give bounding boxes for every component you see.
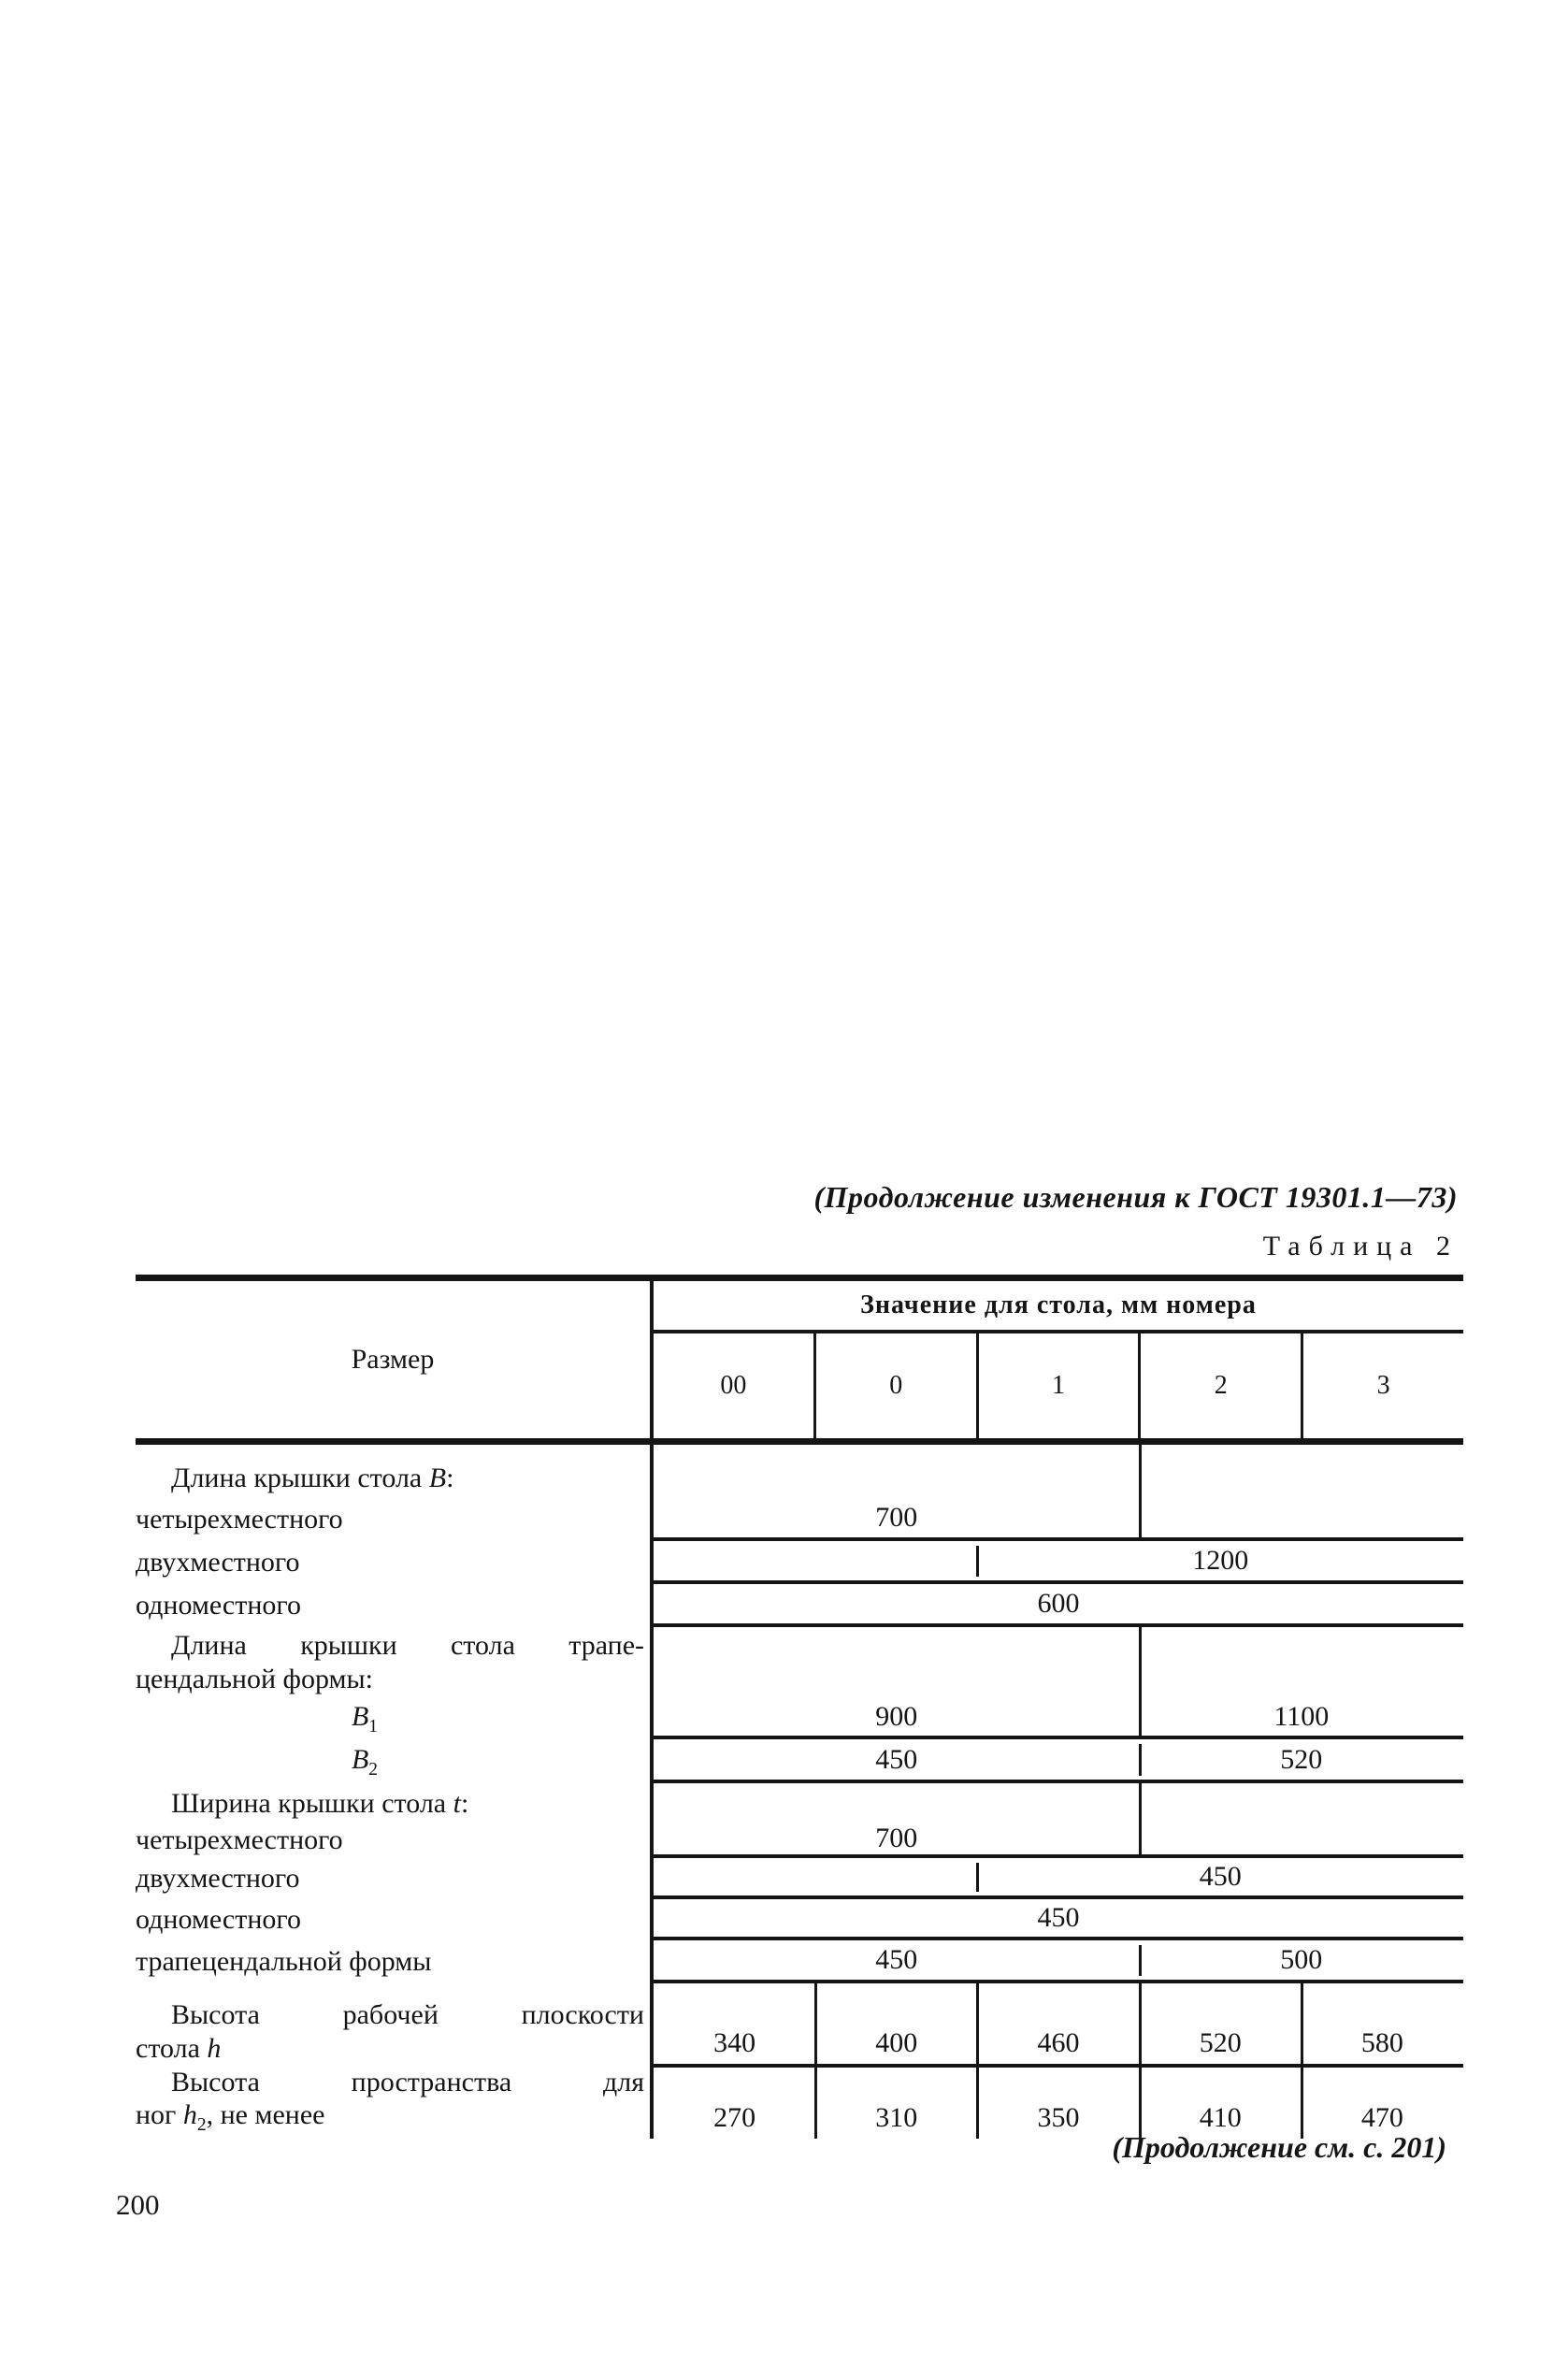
column-divider [1139,1983,1142,2064]
row-label-line: одноместного [136,1904,301,1936]
value-cell: 580 [1360,2027,1403,2058]
row-values [654,1497,1463,1541]
row-label [136,1541,654,1584]
value-cell: 700 [875,1823,918,1853]
row-label-line: $B_2$ [351,1743,379,1780]
row-header-cell [136,1281,654,1438]
row-label-line: двухместного [136,1547,300,1578]
row-label [136,1899,654,1940]
value-cell: 460 [1037,2027,1080,2058]
column-header-00: 00 [720,1371,747,1400]
value-cell: 450 [875,1743,918,1775]
value-cell: 520 [1280,1743,1323,1775]
continuation-note-bottom: (Продолжение см. с. 201) [1112,2130,1446,2164]
column-divider [976,1983,979,2064]
table-row [136,1940,1463,1983]
value-cell: 520 [1199,2027,1242,2058]
row-label [136,1940,654,1983]
table-row [136,1698,1463,1739]
row-label [136,1983,654,2068]
column-divider [1139,1744,1142,1776]
value-cell: 410 [1199,2102,1242,2133]
row-values [654,1739,1463,1783]
row-label [136,1783,654,1823]
value-cell: 350 [1037,2102,1080,2133]
table-row [136,1823,1463,1858]
row-label [136,1823,654,1858]
row-label-line: Высота рабочей плоскости [171,1999,644,2031]
row-label-line: стола h [136,2032,222,2064]
row-label-line: четырехместного [136,1824,343,1856]
table-caption: Таблица 2 [1262,1231,1459,1261]
column-group-label: Значение для стола, мм номера [860,1290,1257,1319]
page-number: 200 [116,2188,160,2221]
row-label-line: четырехместного [136,1503,343,1535]
column-group [654,1281,1463,1438]
value-cell: 450 [1037,1902,1080,1933]
row-label-line: одноместного [136,1590,301,1622]
table-row [136,1497,1463,1541]
row-label [136,1698,654,1739]
row-label-line: Ширина крышки стола t: [171,1787,469,1819]
table-header [136,1281,1463,1438]
table-row [136,1627,1463,1698]
table-body [136,1445,1463,2139]
row-label [136,1627,654,1698]
value-cell: 1200 [1192,1545,1249,1576]
value-cell: 500 [1280,1944,1323,1975]
row-values [654,1584,1463,1627]
value-cell: 310 [875,2102,918,2133]
column-header-2: 2 [1138,1333,1301,1438]
row-label-line: $B_1$ [351,1701,379,1737]
column-divider [1301,1983,1303,2064]
column-divider [1139,1445,1142,1497]
value-cell: 700 [875,1501,918,1533]
row-values [654,1445,1463,1497]
value-cell: 470 [1360,2102,1403,2133]
row-label-line: трапецендальной формы [136,1946,432,1978]
table-row [136,1445,1463,1497]
column-divider [814,1983,817,2064]
row-label [136,1445,654,1497]
row-values [654,1899,1463,1940]
dimensions-table [136,1275,1463,2139]
row-label [136,1739,654,1783]
row-label [136,1497,654,1541]
column-divider [814,2068,817,2139]
column-divider [1301,2068,1303,2139]
value-cell: 450 [875,1944,918,1975]
column-header-1: 1 [976,1333,1139,1438]
column-divider [976,1546,979,1577]
value-cell: 270 [713,2102,756,2133]
table-row [136,1899,1463,1940]
column-divider [1139,1783,1142,1823]
continuation-note-top: (Продолжение изменения к ГОСТ 19301.1—73) [813,1180,1458,1214]
row-values [654,1783,1463,1823]
table-row [136,1541,1463,1584]
table-top-border [136,1275,1463,1281]
value-cell: 340 [713,2027,756,2058]
table-row [136,2068,1463,2139]
column-divider [1139,1627,1142,1698]
column-divider [1139,1698,1142,1736]
row-values [654,1858,1463,1899]
column-divider [1139,1823,1142,1854]
column-divider [976,1863,979,1892]
table-row [136,1783,1463,1823]
row-values [654,1627,1463,1698]
table-row [136,1584,1463,1627]
row-label [136,2068,654,2139]
row-label-line: Длина крышки стола трапе- [171,1630,644,1662]
value-cell: 400 [875,2027,918,2058]
row-label-line: Длина крышки стола B: [171,1462,454,1493]
column-divider [1139,1497,1142,1537]
column-headers [654,1333,1463,1438]
row-label-line: ног $h_2$, не менее [136,2099,325,2135]
column-header-0: 0 [813,1333,976,1438]
row-label [136,1858,654,1899]
row-values [654,2068,1463,2139]
value-cell: 900 [875,1701,918,1732]
column-divider [1139,2068,1142,2139]
row-label-line: цендальной формы: [136,1663,373,1694]
row-values [654,1983,1463,2068]
value-cell: 450 [1199,1861,1242,1892]
row-label-line: Высота пространства для [171,2066,644,2097]
row-values [654,1940,1463,1983]
row-values [654,1698,1463,1739]
row-values [654,1823,1463,1858]
row-header-label: Размер [351,1344,435,1375]
column-divider [1139,1945,1142,1976]
value-cell: 600 [1037,1588,1080,1619]
row-label-line: двухместного [136,1863,300,1895]
row-values [654,1541,1463,1584]
column-divider [976,2068,979,2139]
table-row [136,1983,1463,2068]
value-cell: 1100 [1273,1701,1330,1732]
column-header-3: 3 [1301,1333,1463,1438]
table-row [136,1858,1463,1899]
row-label [136,1584,654,1627]
header-bottom-border [136,1438,1463,1445]
table-row [136,1739,1463,1783]
